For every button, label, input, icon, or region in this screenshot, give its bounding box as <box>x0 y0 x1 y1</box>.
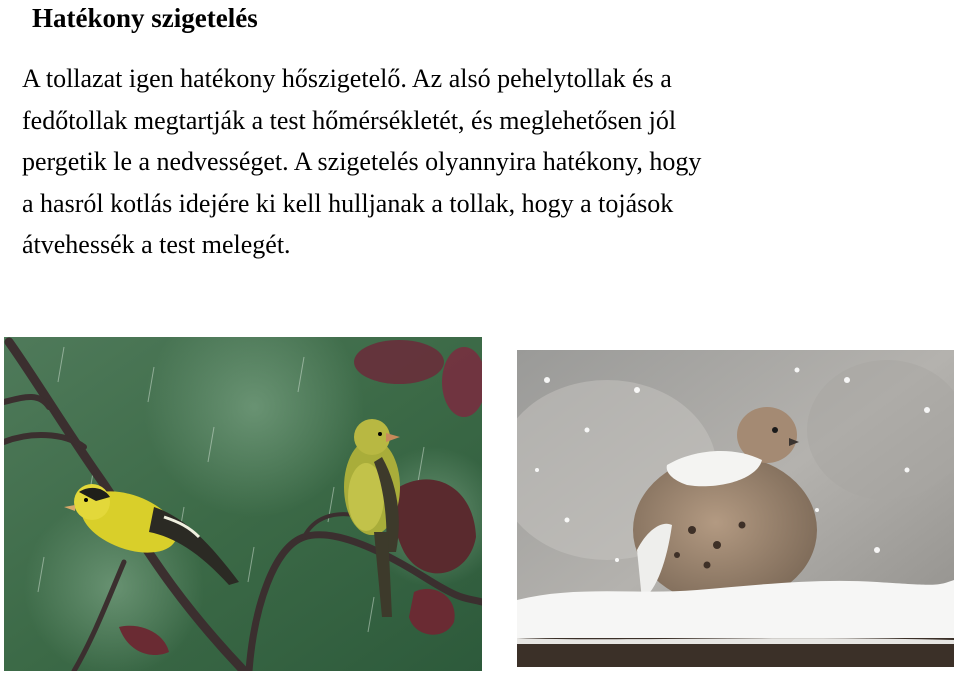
paragraph-line: pergetik le a nedvességet. A szigetelés olyannyira hatékony, hogy <box>22 147 702 176</box>
paragraph-line: A tollazat igen hatékony hőszigetelő. Az alsó pehelytollak és a <box>22 64 672 93</box>
dove-in-snow-photo <box>517 350 954 667</box>
body-paragraph <box>22 58 932 266</box>
paragraph-line: a hasról kotlás idejére ki kell hulljanak a tollak, hogy a tojások <box>22 188 674 218</box>
paragraph-line: átvehessék a test melegét. <box>22 230 291 259</box>
finches-in-rain-photo <box>4 337 482 671</box>
paragraph-line: fedőtollak megtartják a test hőmérsékletét, és meglehetősen jól <box>22 105 677 135</box>
slide-title: Hatékony szigetelés <box>32 3 258 33</box>
